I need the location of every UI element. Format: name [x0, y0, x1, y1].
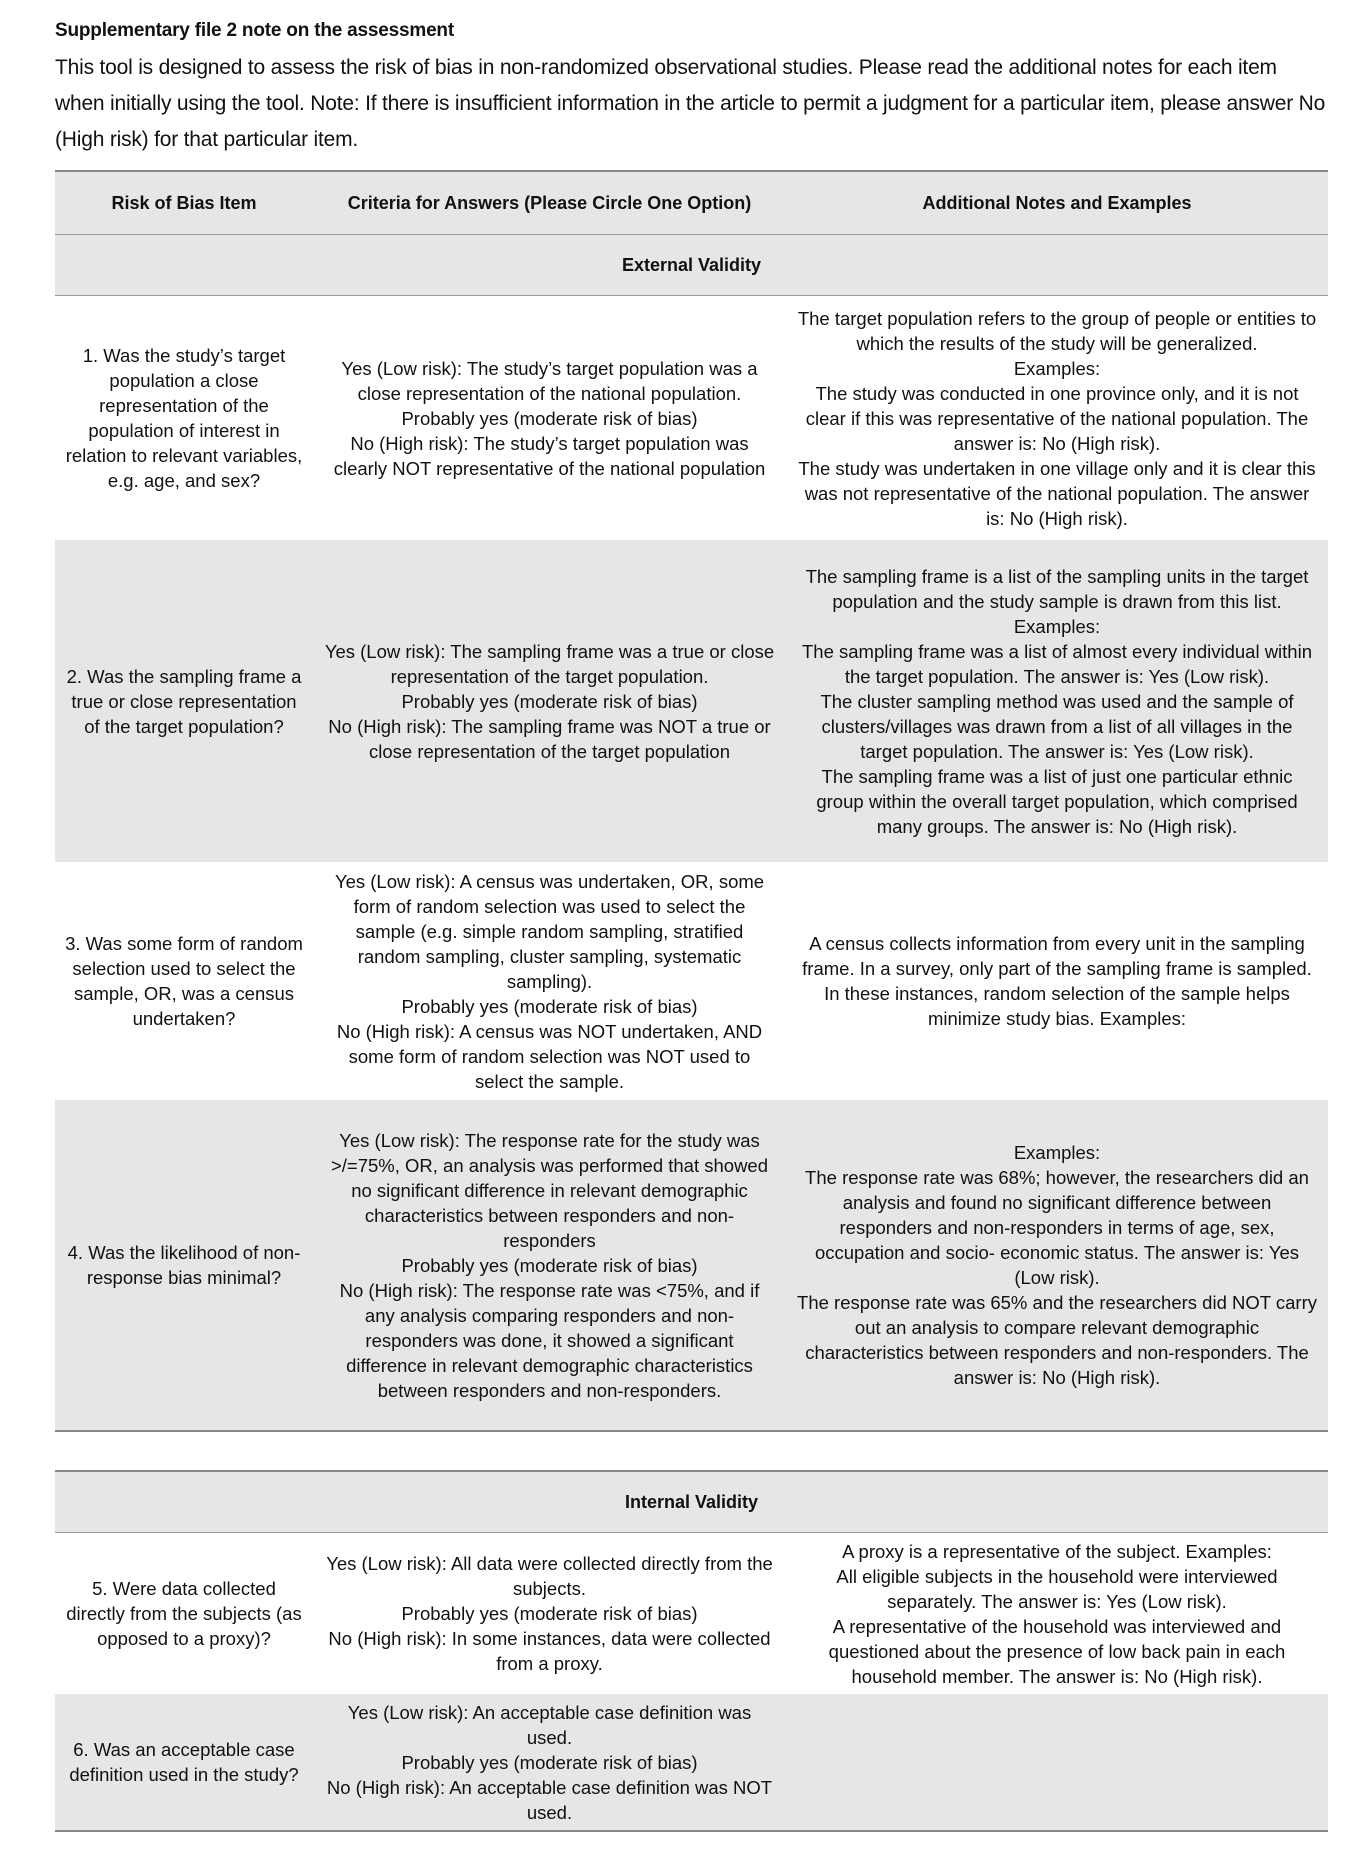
section-title-internal: Internal Validity	[55, 1471, 1328, 1533]
criteria-line: Yes (Low risk): A census was undertaken, OR, some form of random selection was used to select the sample (e.g. simple random sampling, stratified random sampling, cluster sampling, systematic sampling).	[334, 870, 765, 992]
criteria-line: Yes (Low risk): The response rate for the study was >/=75%, OR, an analysis was performed that showed no significant difference in relevant demographic characteristics between responders and non- responders	[330, 1129, 769, 1251]
item-question: 6. Was an acceptable case definition used in the study?	[55, 1694, 313, 1831]
item-criteria	[313, 1694, 786, 1831]
column-header-notes: Additional Notes and Examples	[786, 171, 1328, 235]
criteria-line: Probably yes (moderate risk of bias)	[401, 1254, 698, 1276]
column-header-item: Risk of Bias Item	[55, 171, 313, 235]
note-line: The sampling frame was a list of just one particular ethnic group within the overall target population, which comprised many groups. The answer is: No (High risk).	[816, 765, 1298, 837]
criteria-line: Probably yes (moderate risk of bias)	[401, 995, 698, 1017]
note-line: The study was undertaken in one village only and it is clear this was not representative of the national population. The answer is: No (High risk).	[798, 457, 1316, 529]
note-line: A proxy is a representative of the subject. Examples:	[842, 1540, 1272, 1562]
section-title-external: External Validity	[55, 235, 1328, 296]
note-line: Examples:	[1013, 357, 1101, 379]
criteria-line: No (High risk): The sampling frame was NOT a true or close representation of the target population	[328, 715, 771, 762]
note-line: The response rate was 65% and the researchers did NOT carry out an analysis to compare relevant demographic characteristics between responders and non-responders. The answer is: No (High risk).	[797, 1292, 1317, 1388]
document-title: Supplementary file 2 note on the assessment	[55, 20, 454, 41]
note-line: All eligible subjects in the household were interviewed separately. The answer is: Yes (Low risk).	[836, 1565, 1278, 1612]
note-line: Examples:	[1013, 1142, 1101, 1163]
item-criteria	[313, 862, 786, 1100]
table-row	[55, 1100, 1328, 1431]
criteria-line: No (High risk): In some instances, data were collected from a proxy.	[328, 1628, 771, 1674]
document-page	[55, 18, 1328, 1832]
note-line: The sampling frame was a list of almost every individual within the target population. The answer is: Yes (Low risk).	[802, 640, 1312, 687]
criteria-line: Yes (Low risk): An acceptable case definition was used.	[347, 1701, 752, 1748]
note-line: The cluster sampling method was used and the sample of clusters/villages was drawn from a list of all villages in the target population. The answer is: Yes (Low risk).	[820, 690, 1294, 762]
criteria-line: Probably yes (moderate risk of bias)	[401, 1751, 698, 1773]
criteria-line: Probably yes (moderate risk of bias)	[401, 1603, 698, 1624]
external-validity-table	[55, 170, 1328, 1432]
criteria-line: No (High risk): An acceptable case definition was NOT used.	[326, 1776, 773, 1823]
note-line: The target population refers to the group of people or entities to which the results of the study will be generalized.	[797, 307, 1317, 354]
item-question: 3. Was some form of random selection used to select the sample, OR, was a census undertaken?	[55, 862, 313, 1100]
note-line: A census collects information from every unit in the sampling frame. In a survey, only part of the sampling frame is sampled. In these instances, random selection of the sample helps minimize study bias. Examples:	[802, 933, 1312, 1029]
criteria-line: Yes (Low risk): The sampling frame was a true or close representation of the target population.	[324, 640, 775, 687]
table-row	[55, 862, 1328, 1100]
criteria-line: Probably yes (moderate risk of bias)	[401, 690, 698, 712]
item-criteria	[313, 540, 786, 862]
table-row	[55, 1694, 1328, 1831]
item-notes	[786, 540, 1328, 862]
column-header-criteria: Criteria for Answers (Please Circle One Option)	[313, 171, 786, 235]
item-question: 5. Were data collected directly from the subjects (as opposed to a proxy)?	[55, 1533, 313, 1695]
note-line: The sampling frame is a list of the sampling units in the target population and the study sample is drawn from this list. Examples:	[805, 565, 1309, 637]
criteria-line: No (High risk): A census was NOT undertaken, AND some form of random selection was NOT used to select the sample.	[336, 1020, 763, 1092]
section-header-internal	[55, 1471, 1328, 1533]
note-line: A representative of the household was interviewed and questioned about the presence of low back pain in each household member. The answer is: No (High risk).	[828, 1615, 1286, 1687]
note-line: The response rate was 68%; however, the researchers did an analysis and found no significant difference between responders and non-responders in terms of age, sex, occupation and socio- economic status. The answer is: Yes (Low risk).	[805, 1167, 1309, 1288]
item-question: 2. Was the sampling frame a true or close representation of the target population?	[55, 540, 313, 862]
table-row	[55, 296, 1328, 541]
criteria-line: No (High risk): The response rate was <75%, and if any analysis comparing responders and non-responders was done, it showed a significant difference in relevant demographic characteristics between responders and non-responders.	[339, 1279, 760, 1401]
intro-paragraph: This tool is designed to assess the risk of bias in non-randomized observational studies. Please read the additional notes for each item when initially using the tool. Note: If there is insufficient information in the article to permit a judgment for a particular item, please answer No (High risk) for that particular item.	[55, 56, 1326, 151]
item-notes	[786, 1694, 1328, 1831]
criteria-line: Yes (Low risk): All data were collected directly from the subjects.	[326, 1553, 773, 1599]
item-criteria	[313, 296, 786, 541]
item-notes	[786, 296, 1328, 541]
internal-validity-table	[55, 1470, 1328, 1832]
criteria-line: Probably yes (moderate risk of bias)	[401, 407, 698, 429]
item-criteria	[313, 1533, 786, 1695]
section-header-external	[55, 235, 1328, 296]
criteria-line: Yes (Low risk): The study’s target population was a close representation of the national population.	[341, 357, 758, 404]
item-notes	[786, 1533, 1328, 1695]
item-question: 4. Was the likelihood of non-response bias minimal?	[55, 1100, 313, 1431]
item-notes	[786, 1100, 1328, 1431]
note-line: The study was conducted in one province only, and it is not clear if this was representative of the national population. The answer is: No (High risk).	[805, 382, 1309, 454]
item-criteria	[313, 1100, 786, 1431]
table-row	[55, 1533, 1328, 1695]
table-header-row	[55, 171, 1328, 235]
item-question: 1. Was the study’s target population a close representation of the population of interest in relation to relevant variables, e.g. age, and sex?	[55, 296, 313, 541]
item-notes	[786, 862, 1328, 1100]
table-row	[55, 540, 1328, 862]
criteria-line: No (High risk): The study’s target population was clearly NOT representative of the national population	[333, 432, 766, 479]
